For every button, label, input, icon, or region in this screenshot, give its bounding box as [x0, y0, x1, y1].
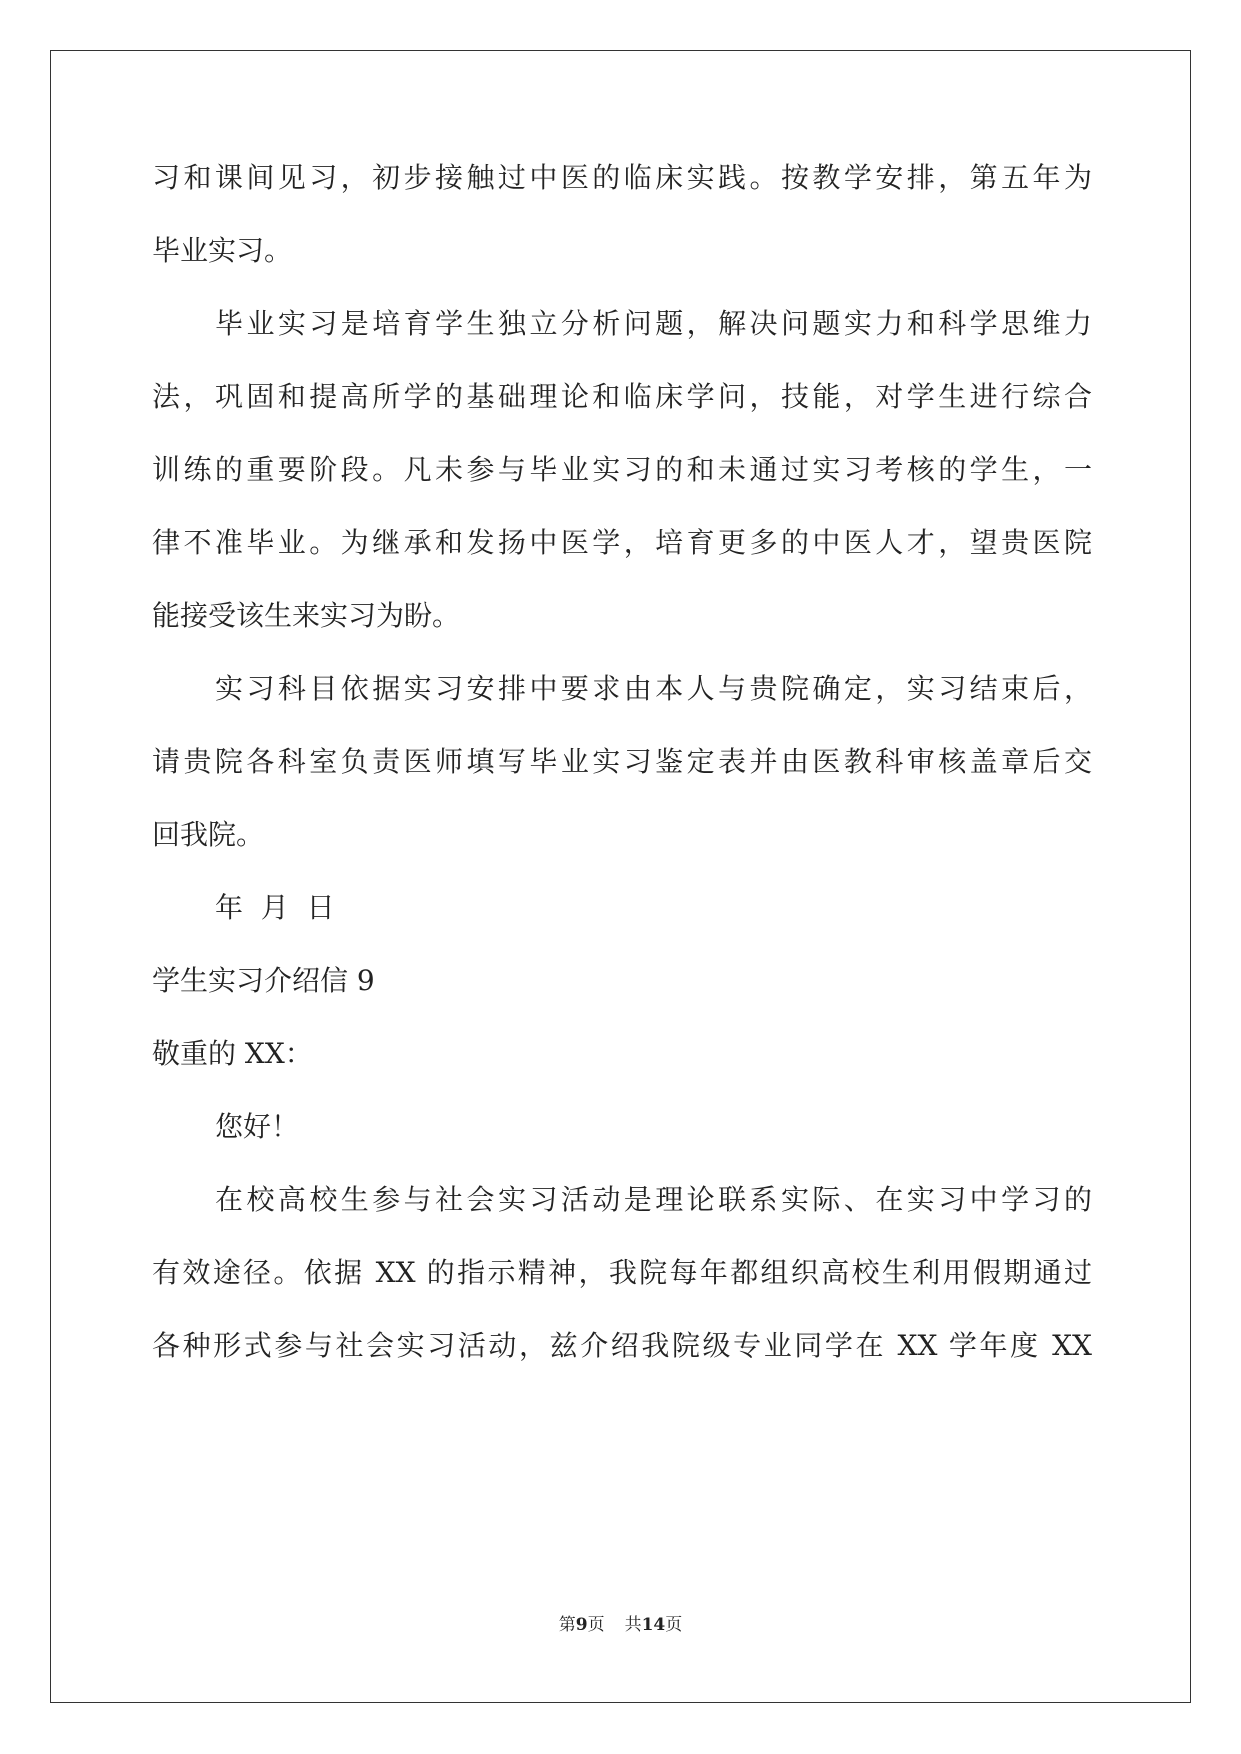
footer-total-suffix: 页: [665, 1615, 683, 1635]
section-title: 学生实习介绍信 9: [152, 964, 375, 997]
footer-total-prefix: 共: [624, 1615, 642, 1635]
paragraph-line: 请贵院各科室负责医师填写毕业实习鉴定表并由医教科审核盖章后交: [152, 745, 1092, 778]
date-line: 年 月 日: [215, 891, 335, 924]
footer-total-pages: 14: [641, 1615, 666, 1635]
page-border: [50, 50, 1191, 1703]
paragraph-line: 毕业实习。: [152, 234, 293, 267]
paragraph-line: 有效途径。依据 XX 的指示精神，我院每年都组织高校生利用假期通过: [152, 1256, 1092, 1289]
paragraph-line: 能接受该生来实习为盼。: [152, 599, 461, 632]
paragraph-line: 习和课间见习，初步接触过中医的临床实践。按教学安排，第五年为: [152, 161, 1092, 194]
page-footer: [0, 1613, 1241, 1637]
paragraph-line: 律不准毕业。为继承和发扬中医学，培育更多的中医人才，望贵医院: [152, 526, 1092, 559]
paragraph-line: 毕业实习是培育学生独立分析问题，解决问题实力和科学思维力: [215, 307, 1092, 340]
salutation: 敬重的 XX：: [152, 1037, 313, 1070]
greeting: 您好！: [215, 1110, 300, 1143]
paragraph-line: 训练的重要阶段。凡未参与毕业实习的和未通过实习考核的学生，一: [152, 453, 1092, 486]
paragraph-line: 实习科目依据实习安排中要求由本人与贵院确定，实习结束后，: [215, 672, 1092, 705]
footer-page-number: 9: [575, 1615, 588, 1635]
footer-page-suffix: 页: [587, 1615, 605, 1635]
footer-page-prefix: 第: [558, 1615, 576, 1635]
paragraph-line: 法，巩固和提高所学的基础理论和临床学问，技能，对学生进行综合: [152, 380, 1092, 413]
paragraph-line: 回我院。: [152, 818, 265, 851]
paragraph-line: 各种形式参与社会实习活动，兹介绍我院级专业同学在 XX 学年度 XX: [152, 1329, 1092, 1362]
paragraph-line: 在校高校生参与社会实习活动是理论联系实际、在实习中学习的: [215, 1183, 1092, 1216]
